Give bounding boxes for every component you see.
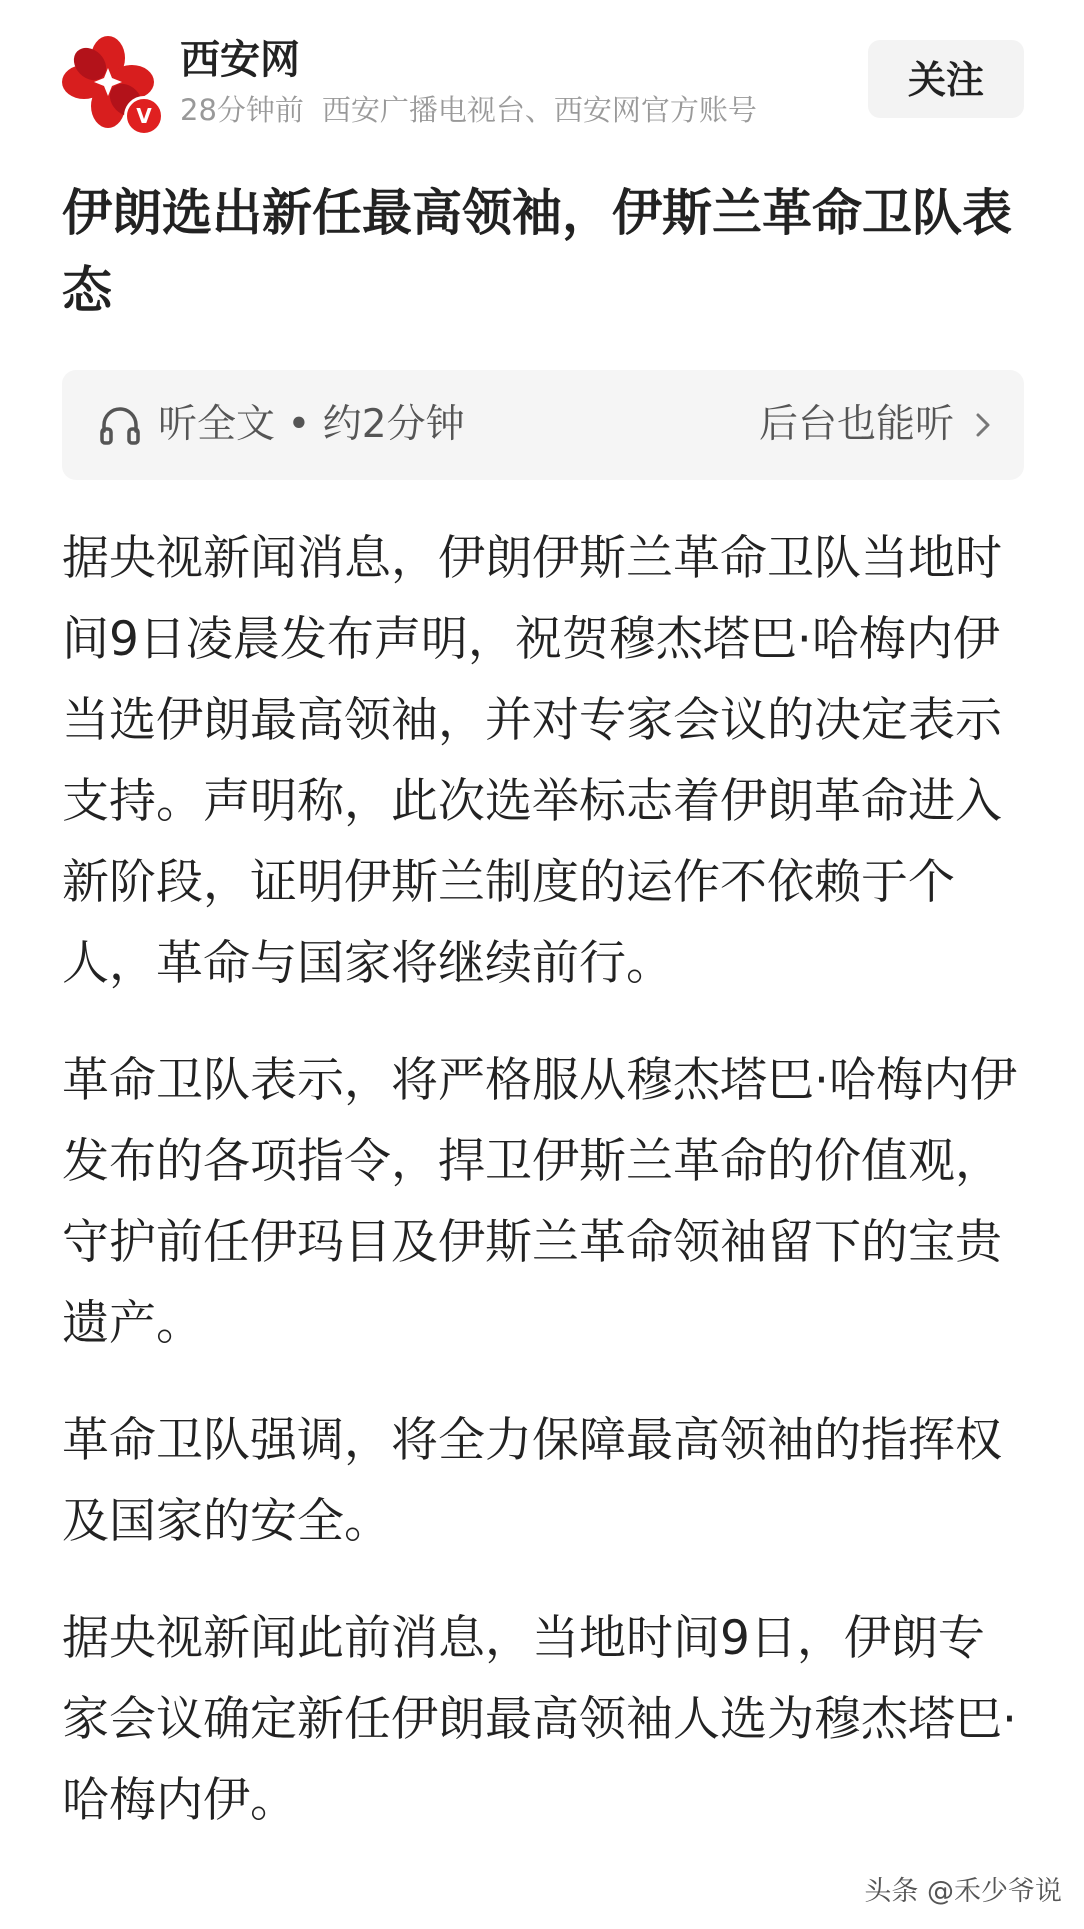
article-title: 伊朗选出新任最高领袖，伊斯兰革命卫队表态 bbox=[62, 184, 1012, 319]
publish-time: 28分钟前 bbox=[180, 93, 304, 127]
account-name[interactable]: 西安网 bbox=[180, 37, 300, 83]
article-header bbox=[62, 36, 1024, 134]
account-meta bbox=[180, 90, 757, 130]
background-listen-label: 后台也能听 bbox=[758, 402, 954, 447]
listen-audio-bar[interactable] bbox=[62, 370, 1024, 480]
article-paragraph: 革命卫队强调，将全力保障最高领袖的指挥权及国家的安全。 bbox=[62, 1413, 1002, 1549]
chevron-right-icon bbox=[972, 410, 994, 440]
article-paragraph: 据央视新闻此前消息，当地时间9日，伊朗专家会议确定新任伊朗最高领袖人选为穆杰塔巴·哈梅内伊。 bbox=[62, 1611, 1017, 1828]
article-paragraph: 据央视新闻消息，伊朗伊斯兰革命卫队当地时间9日凌晨发布声明，祝贺穆杰塔巴·哈梅内伊当选伊朗最高领袖，并对专家会议的决定表示支持。声明称，此次选举标志着伊朗革命进入新阶段，证明伊斯兰制度的运作不依赖于个人，革命与国家将继续前行。 bbox=[62, 531, 1002, 991]
watermark: 头条 @禾少爷说 bbox=[864, 1876, 1062, 1907]
background-listen-link[interactable] bbox=[759, 370, 994, 480]
listen-full-text[interactable] bbox=[98, 370, 465, 480]
account-description: 西安广播电视台、西安网官方账号 bbox=[321, 93, 757, 127]
article-paragraph: 革命卫队表示，将严格服从穆杰塔巴·哈梅内伊发布的各项指令，捍卫伊斯兰革命的价值观，守护前任伊玛目及伊斯兰革命领袖留下的宝贵遗产。 bbox=[62, 1053, 1017, 1351]
follow-button[interactable]: 关注 bbox=[868, 40, 1024, 118]
listen-label: 听全文 • 约2分钟 bbox=[158, 402, 465, 447]
article-body bbox=[62, 518, 1022, 1877]
account-avatar[interactable] bbox=[62, 36, 154, 128]
headphones-icon bbox=[98, 403, 142, 447]
verified-badge: V bbox=[124, 96, 164, 136]
